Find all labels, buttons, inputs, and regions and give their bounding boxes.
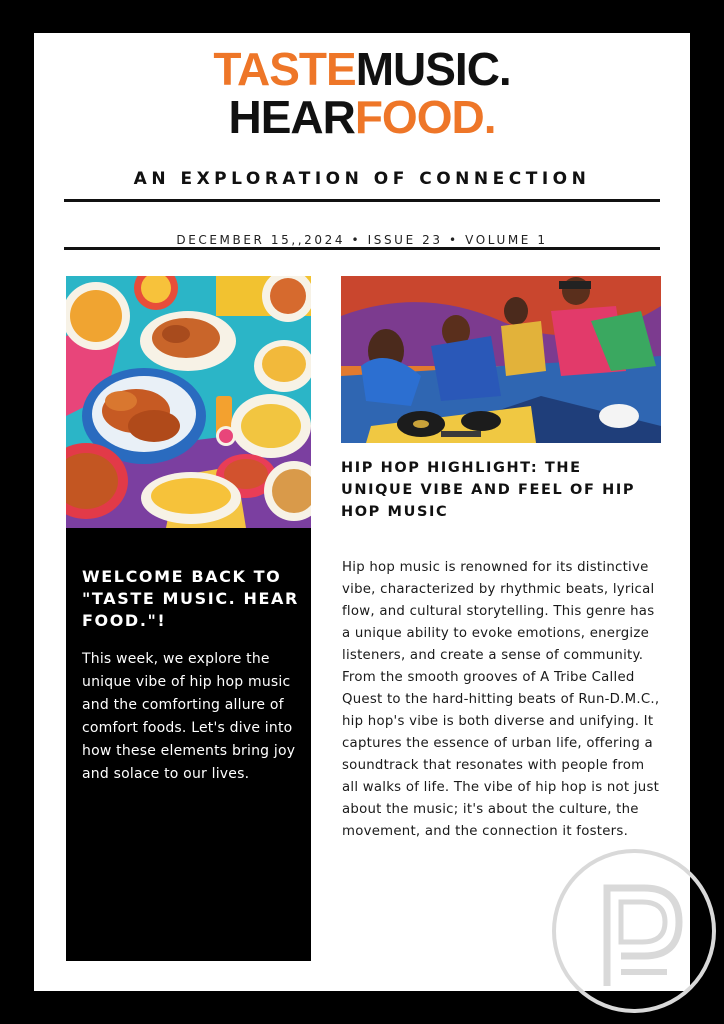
comfort-food-image xyxy=(66,276,311,528)
logo-food: FOOD. xyxy=(354,91,496,143)
welcome-body: This week, we explore the unique vibe of hip hop music and the comforting allure of comfort foods. Let's dive into how these elements bring joy and solace to our lives. xyxy=(82,651,296,782)
dateline: DECEMBER 15,,2024 • ISSUE 23 • VOLUME 1 xyxy=(176,233,548,247)
dateline-divider xyxy=(64,247,660,250)
logo-music: MUSIC. xyxy=(355,43,511,95)
logo-hear: HEAR xyxy=(228,91,355,143)
article-body: Hip hop music is renowned for its distinctive vibe, characterized by rhythmic beats, lyrical flow, and cultural storytelling. This genre has a unique ability to evoke emotions, energize listeners, and create a sense of community. From the smooth grooves of A Tribe Called Quest to the hard-hitting beats of Run-D.M.C., hip hop's vibe is both diverse and unifying. It captures the essence of urban life, offering a soundtrack that resonates with people from all walks of life. The vibe of hip hop is not just about the music; it's about the culture, the movement, and the connection it fosters. xyxy=(342,560,660,839)
logo-line-2 xyxy=(34,93,690,141)
tagline-divider xyxy=(64,199,660,202)
tagline: AN EXPLORATION OF CONNECTION xyxy=(133,169,591,189)
hip-hop-image xyxy=(341,276,661,443)
logo-taste: TASTE xyxy=(213,43,356,95)
welcome-title: WELCOME BACK TO "TASTE MUSIC. HEAR FOOD."! xyxy=(82,567,299,630)
article-title: HIP HOP HIGHLIGHT: THE UNIQUE VIBE AND FEEL OF HIP HOP MUSIC xyxy=(341,460,636,520)
masthead-logo xyxy=(34,45,690,141)
newsletter-page xyxy=(34,33,690,991)
watermark-logo-icon xyxy=(549,846,719,1016)
logo-line-1 xyxy=(34,45,690,93)
welcome-panel xyxy=(66,528,311,961)
